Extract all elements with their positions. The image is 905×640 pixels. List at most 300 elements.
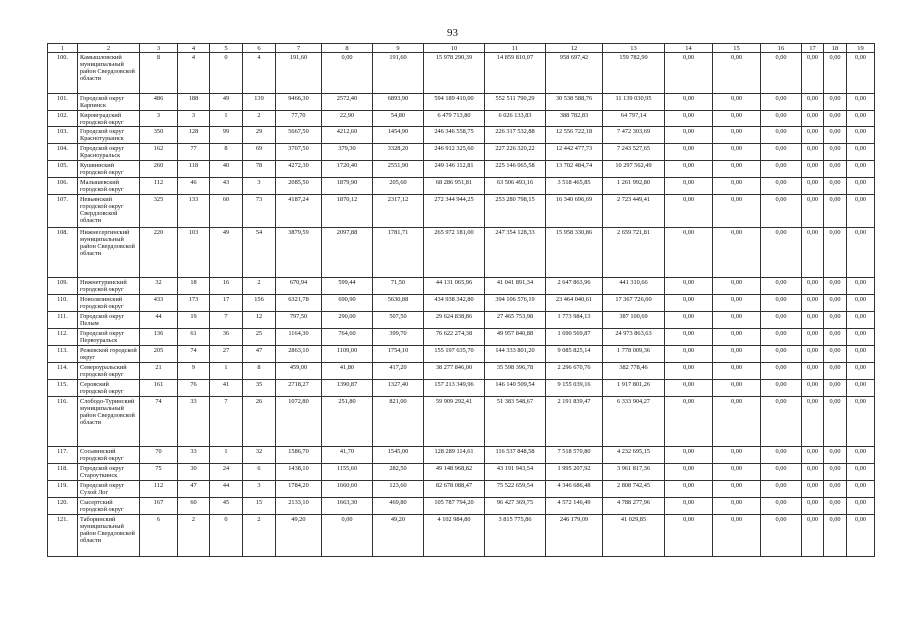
cell-value: 507,50	[373, 312, 424, 329]
cell-value: 1390,87	[322, 380, 373, 397]
cell-value: 0,00	[824, 127, 847, 144]
cell-value: 7 518 570,80	[546, 447, 603, 464]
cell-value: 2	[178, 515, 210, 557]
row-number: 117.	[48, 447, 78, 464]
cell-value: 128 289 114,61	[424, 447, 485, 464]
cell-value: 0,00	[713, 363, 761, 380]
column-header: 11	[485, 44, 546, 53]
column-header: 13	[603, 44, 665, 53]
cell-value: 433	[140, 295, 178, 312]
table-row	[48, 144, 875, 161]
municipality-name: Нижнесергинский муниципальный район Свердловской области	[78, 228, 140, 278]
cell-value: 74	[178, 346, 210, 363]
cell-value: 30 538 588,76	[546, 94, 603, 111]
column-header: 19	[847, 44, 875, 53]
cell-value: 44 131 065,96	[424, 278, 485, 295]
cell-value: 0,00	[824, 195, 847, 228]
cell-value: 16 340 696,69	[546, 195, 603, 228]
cell-value: 0,00	[802, 161, 824, 178]
cell-value: 441 310,66	[603, 278, 665, 295]
cell-value: 7 472 303,69	[603, 127, 665, 144]
cell-value: 594 189 410,00	[424, 94, 485, 111]
cell-value: 68 286 951,81	[424, 178, 485, 195]
row-number: 103.	[48, 127, 78, 144]
cell-value: 0,00	[847, 498, 875, 515]
cell-value: 0,00	[761, 111, 802, 127]
cell-value: 17	[210, 295, 243, 312]
cell-value: 0,00	[847, 111, 875, 127]
cell-value: 112	[140, 178, 178, 195]
cell-value: 49	[210, 228, 243, 278]
cell-value: 0,00	[665, 481, 713, 498]
cell-value: 191,60	[276, 53, 322, 94]
cell-value: 0,00	[761, 312, 802, 329]
cell-value: 0,00	[824, 144, 847, 161]
cell-value: 159 782,90	[603, 53, 665, 94]
cell-value: 0,00	[847, 127, 875, 144]
cell-value: 3	[243, 178, 276, 195]
cell-value: 3	[178, 111, 210, 127]
cell-value: 0,00	[761, 53, 802, 94]
table-row	[48, 127, 875, 144]
cell-value: 0,00	[802, 53, 824, 94]
cell-value: 59 909 292,41	[424, 397, 485, 447]
cell-value: 6893,90	[373, 94, 424, 111]
cell-value: 0,00	[824, 278, 847, 295]
cell-value: 0,00	[713, 94, 761, 111]
cell-value: 0,00	[847, 464, 875, 481]
cell-value: 246 346 558,75	[424, 127, 485, 144]
cell-value: 7	[210, 397, 243, 447]
municipality-name: Таборинский муниципальный район Свердловской области	[78, 515, 140, 557]
cell-value: 49,20	[276, 515, 322, 557]
cell-value: 0,00	[713, 53, 761, 94]
cell-value: 0,00	[665, 178, 713, 195]
cell-value: 191,60	[373, 53, 424, 94]
cell-value: 33	[178, 397, 210, 447]
table-row	[48, 447, 875, 464]
cell-value: 0,00	[713, 346, 761, 363]
cell-value: 4 346 686,48	[546, 481, 603, 498]
municipality-name: Невьянский городской округ Свердловской области	[78, 195, 140, 228]
cell-value: 0,00	[802, 278, 824, 295]
cell-value: 46	[178, 178, 210, 195]
cell-value: 6 333 904,27	[603, 397, 665, 447]
cell-value: 2 647 863,96	[546, 278, 603, 295]
cell-value: 399,70	[373, 329, 424, 346]
cell-value: 1438,10	[276, 464, 322, 481]
cell-value: 3 961 817,36	[603, 464, 665, 481]
cell-value: 9466,30	[276, 94, 322, 111]
cell-value: 3 815 775,86	[485, 515, 546, 557]
cell-value: 469,80	[373, 498, 424, 515]
cell-value: 13 702 484,74	[546, 161, 603, 178]
cell-value: 1663,30	[322, 498, 373, 515]
cell-value: 3	[243, 481, 276, 498]
cell-value: 0,00	[665, 363, 713, 380]
cell-value: 69	[243, 144, 276, 161]
cell-value: 0,00	[665, 195, 713, 228]
cell-value: 173	[178, 295, 210, 312]
cell-value: 0,00	[824, 329, 847, 346]
cell-value: 6321,78	[276, 295, 322, 312]
cell-value: 44	[210, 481, 243, 498]
cell-value: 3 518 465,85	[546, 178, 603, 195]
cell-value: 2	[243, 278, 276, 295]
row-number: 114.	[48, 363, 78, 380]
cell-value: 60	[178, 498, 210, 515]
cell-value: 136	[140, 329, 178, 346]
cell-value: 1545,00	[373, 447, 424, 464]
column-header: 4	[178, 44, 210, 53]
cell-value: 0,00	[802, 447, 824, 464]
table-row	[48, 195, 875, 228]
cell-value: 75	[140, 464, 178, 481]
cell-value: 41 029,85	[603, 515, 665, 557]
row-number: 105.	[48, 161, 78, 178]
cell-value: 0,00	[847, 397, 875, 447]
cell-value: 0,00	[824, 346, 847, 363]
cell-value: 0,00	[802, 397, 824, 447]
cell-value: 0,00	[713, 329, 761, 346]
cell-value: 0,00	[665, 312, 713, 329]
cell-value: 0,00	[824, 397, 847, 447]
column-header: 2	[78, 44, 140, 53]
cell-value: 3328,20	[373, 144, 424, 161]
cell-value: 260	[140, 161, 178, 178]
cell-value: 17 367 726,00	[603, 295, 665, 312]
cell-value: 1 261 992,80	[603, 178, 665, 195]
cell-value: 670,94	[276, 278, 322, 295]
data-table	[47, 43, 875, 557]
cell-value: 0,00	[713, 481, 761, 498]
cell-value: 0,00	[761, 94, 802, 111]
cell-value: 0,00	[802, 329, 824, 346]
cell-value: 162	[140, 144, 178, 161]
table-row	[48, 329, 875, 346]
cell-value: 29 624 838,86	[424, 312, 485, 329]
cell-value: 0,00	[824, 161, 847, 178]
cell-value: 0,00	[847, 161, 875, 178]
cell-value: 6 479 713,80	[424, 111, 485, 127]
cell-value: 227 226 320,22	[485, 144, 546, 161]
cell-value: 2317,12	[373, 195, 424, 228]
cell-value: 4 572 146,49	[546, 498, 603, 515]
cell-value: 22,90	[322, 111, 373, 127]
cell-value: 0,00	[713, 144, 761, 161]
cell-value: 41,80	[322, 363, 373, 380]
municipality-name: Сысертский городской округ	[78, 498, 140, 515]
cell-value: 2718,27	[276, 380, 322, 397]
table-body	[48, 44, 875, 557]
cell-value: 0,00	[824, 363, 847, 380]
cell-value: 0,00	[761, 397, 802, 447]
cell-value: 0,00	[802, 144, 824, 161]
row-number: 102.	[48, 111, 78, 127]
cell-value: 290,00	[322, 312, 373, 329]
cell-value: 8	[140, 53, 178, 94]
cell-value: 0,00	[665, 278, 713, 295]
municipality-name: Городской округ Красноуральск	[78, 144, 140, 161]
cell-value: 0,00	[713, 178, 761, 195]
cell-value: 36	[210, 329, 243, 346]
row-number: 110.	[48, 295, 78, 312]
cell-value: 0,00	[713, 278, 761, 295]
cell-value: 434 938 342,80	[424, 295, 485, 312]
cell-value: 1 995 207,92	[546, 464, 603, 481]
cell-value: 1327,40	[373, 380, 424, 397]
cell-value: 0,00	[665, 346, 713, 363]
row-number: 101.	[48, 94, 78, 111]
cell-value: 0,00	[761, 295, 802, 312]
cell-value: 0,00	[847, 447, 875, 464]
cell-value: 0,00	[713, 161, 761, 178]
cell-value: 71,50	[373, 278, 424, 295]
cell-value: 9	[178, 363, 210, 380]
cell-value: 38 277 846,00	[424, 363, 485, 380]
municipality-name: Городской округ Первоуральск	[78, 329, 140, 346]
cell-value: 16	[210, 278, 243, 295]
cell-value: 2 808 742,45	[603, 481, 665, 498]
cell-value: 0,00	[802, 312, 824, 329]
cell-value: 2 296 670,76	[546, 363, 603, 380]
cell-value: 0,00	[665, 53, 713, 94]
cell-value: 12	[243, 312, 276, 329]
municipality-name: Слободо-Туринский муниципальный район Свердловской области	[78, 397, 140, 447]
cell-value: 0,00	[802, 515, 824, 557]
cell-value: 6 026 133,83	[485, 111, 546, 127]
cell-value: 0,00	[665, 144, 713, 161]
cell-value: 73	[243, 195, 276, 228]
column-header: 10	[424, 44, 485, 53]
column-header: 1	[48, 44, 78, 53]
cell-value: 2133,10	[276, 498, 322, 515]
municipality-name: Нижнетуринский городской округ	[78, 278, 140, 295]
municipality-name: Кировградский городской округ	[78, 111, 140, 127]
cell-value: 379,30	[322, 144, 373, 161]
cell-value: 0,00	[713, 111, 761, 127]
cell-value: 35	[243, 380, 276, 397]
cell-value: 0,00	[665, 111, 713, 127]
cell-value: 0,00	[713, 515, 761, 557]
cell-value: 0,00	[824, 111, 847, 127]
cell-value: 188	[178, 94, 210, 111]
cell-value: 0,00	[761, 127, 802, 144]
cell-value: 459,00	[276, 363, 322, 380]
cell-value: 29	[243, 127, 276, 144]
table-row	[48, 397, 875, 447]
row-number: 120.	[48, 498, 78, 515]
column-header: 8	[322, 44, 373, 53]
cell-value: 0	[210, 53, 243, 94]
cell-value: 0,00	[847, 380, 875, 397]
cell-value: 0,00	[824, 53, 847, 94]
cell-value: 4	[178, 53, 210, 94]
column-header: 14	[665, 44, 713, 53]
cell-value: 43 191 943,54	[485, 464, 546, 481]
cell-value: 0,00	[713, 464, 761, 481]
cell-value: 27	[210, 346, 243, 363]
cell-value: 3879,59	[276, 228, 322, 278]
cell-value: 0,00	[665, 515, 713, 557]
cell-value: 4272,30	[276, 161, 322, 178]
cell-value: 1781,71	[373, 228, 424, 278]
cell-value: 1879,90	[322, 178, 373, 195]
cell-value: 1454,90	[373, 127, 424, 144]
municipality-name: Городской округ Сухой Лог	[78, 481, 140, 498]
cell-value: 32	[140, 278, 178, 295]
cell-value: 2 191 839,47	[546, 397, 603, 447]
cell-value: 0,00	[713, 228, 761, 278]
row-number: 100.	[48, 53, 78, 94]
cell-value: 0,00	[824, 481, 847, 498]
cell-value: 0,00	[761, 481, 802, 498]
cell-value: 33	[178, 447, 210, 464]
cell-value: 0,00	[847, 295, 875, 312]
cell-value: 2	[243, 515, 276, 557]
cell-value: 690,90	[322, 295, 373, 312]
cell-value: 54	[243, 228, 276, 278]
cell-value: 2 723 449,41	[603, 195, 665, 228]
row-number: 118.	[48, 464, 78, 481]
cell-value: 112	[140, 481, 178, 498]
cell-value: 0,00	[761, 278, 802, 295]
cell-value: 5667,50	[276, 127, 322, 144]
cell-value: 161	[140, 380, 178, 397]
cell-value: 1720,40	[322, 161, 373, 178]
cell-value: 96 427 369,75	[485, 498, 546, 515]
table-row	[48, 481, 875, 498]
cell-value: 0,00	[824, 447, 847, 464]
cell-value: 1 917 801,26	[603, 380, 665, 397]
table-row	[48, 178, 875, 195]
cell-value: 0,00	[713, 380, 761, 397]
cell-value: 47	[178, 481, 210, 498]
cell-value: 0,00	[802, 346, 824, 363]
cell-value: 10 297 562,49	[603, 161, 665, 178]
row-number: 107.	[48, 195, 78, 228]
cell-value: 8	[243, 363, 276, 380]
cell-value: 0,00	[665, 329, 713, 346]
cell-value: 417,20	[373, 363, 424, 380]
cell-value: 133	[178, 195, 210, 228]
cell-value: 15 978 290,39	[424, 53, 485, 94]
cell-value: 764,60	[322, 329, 373, 346]
cell-value: 1586,70	[276, 447, 322, 464]
cell-value: 253 280 798,15	[485, 195, 546, 228]
cell-value: 0,00	[761, 515, 802, 557]
cell-value: 49,20	[373, 515, 424, 557]
cell-value: 0,00	[847, 515, 875, 557]
cell-value: 32	[243, 447, 276, 464]
cell-value: 325	[140, 195, 178, 228]
cell-value: 2 659 721,81	[603, 228, 665, 278]
row-number: 109.	[48, 278, 78, 295]
cell-value: 0,00	[761, 447, 802, 464]
cell-value: 0,00	[665, 447, 713, 464]
municipality-name: Городской округ Краснотурьинск	[78, 127, 140, 144]
cell-value: 167	[140, 498, 178, 515]
municipality-name: Новолялинский городской округ	[78, 295, 140, 312]
cell-value: 0,00	[761, 380, 802, 397]
cell-value: 0,00	[713, 447, 761, 464]
cell-value: 2551,90	[373, 161, 424, 178]
cell-value: 0,00	[847, 363, 875, 380]
cell-value: 1109,00	[322, 346, 373, 363]
cell-value: 282,50	[373, 464, 424, 481]
row-number: 121.	[48, 515, 78, 557]
cell-value: 0,00	[665, 127, 713, 144]
table-row	[48, 228, 875, 278]
cell-value: 0,00	[847, 94, 875, 111]
cell-value: 54,80	[373, 111, 424, 127]
cell-value: 139	[243, 94, 276, 111]
cell-value: 0,00	[824, 312, 847, 329]
cell-value: 51 383 548,67	[485, 397, 546, 447]
cell-value: 272 344 944,25	[424, 195, 485, 228]
cell-value: 1660,60	[322, 481, 373, 498]
cell-value: 27 465 753,98	[485, 312, 546, 329]
row-number: 116.	[48, 397, 78, 447]
cell-value: 19	[178, 312, 210, 329]
table-row	[48, 278, 875, 295]
cell-value: 0,00	[802, 178, 824, 195]
table-row	[48, 312, 875, 329]
cell-value: 1	[210, 111, 243, 127]
cell-value: 0,00	[665, 464, 713, 481]
cell-value: 387 100,69	[603, 312, 665, 329]
cell-value: 821,00	[373, 397, 424, 447]
cell-value: 205,60	[373, 178, 424, 195]
cell-value: 1784,20	[276, 481, 322, 498]
cell-value: 26	[243, 397, 276, 447]
cell-value: 64 797,14	[603, 111, 665, 127]
cell-value: 1754,10	[373, 346, 424, 363]
cell-value: 24	[210, 464, 243, 481]
cell-value: 105 787 794,20	[424, 498, 485, 515]
cell-value: 0,00	[802, 94, 824, 111]
cell-value: 45	[210, 498, 243, 515]
municipality-name: Североуральский городской округ	[78, 363, 140, 380]
cell-value: 0,00	[802, 464, 824, 481]
cell-value: 0,00	[847, 178, 875, 195]
cell-value: 49 148 968,82	[424, 464, 485, 481]
row-number: 111.	[48, 312, 78, 329]
column-header: 6	[243, 44, 276, 53]
cell-value: 0,00	[761, 228, 802, 278]
cell-value: 0,00	[802, 498, 824, 515]
cell-value: 44	[140, 312, 178, 329]
cell-value: 75 522 659,54	[485, 481, 546, 498]
cell-value: 0,00	[665, 228, 713, 278]
cell-value: 0,00	[713, 312, 761, 329]
municipality-name: Городской округ Староуткинск	[78, 464, 140, 481]
cell-value: 14 859 810,07	[485, 53, 546, 94]
cell-value: 0,00	[713, 295, 761, 312]
row-number: 112.	[48, 329, 78, 346]
municipality-name: Городской округ Карпинск	[78, 94, 140, 111]
cell-value: 0,00	[761, 498, 802, 515]
table-row	[48, 380, 875, 397]
column-header: 17	[802, 44, 824, 53]
cell-value: 24 973 863,63	[603, 329, 665, 346]
cell-value: 0,00	[824, 515, 847, 557]
cell-value: 103	[178, 228, 210, 278]
cell-value: 5630,88	[373, 295, 424, 312]
cell-value: 99	[210, 127, 243, 144]
cell-value: 0,00	[824, 380, 847, 397]
cell-value: 15	[243, 498, 276, 515]
